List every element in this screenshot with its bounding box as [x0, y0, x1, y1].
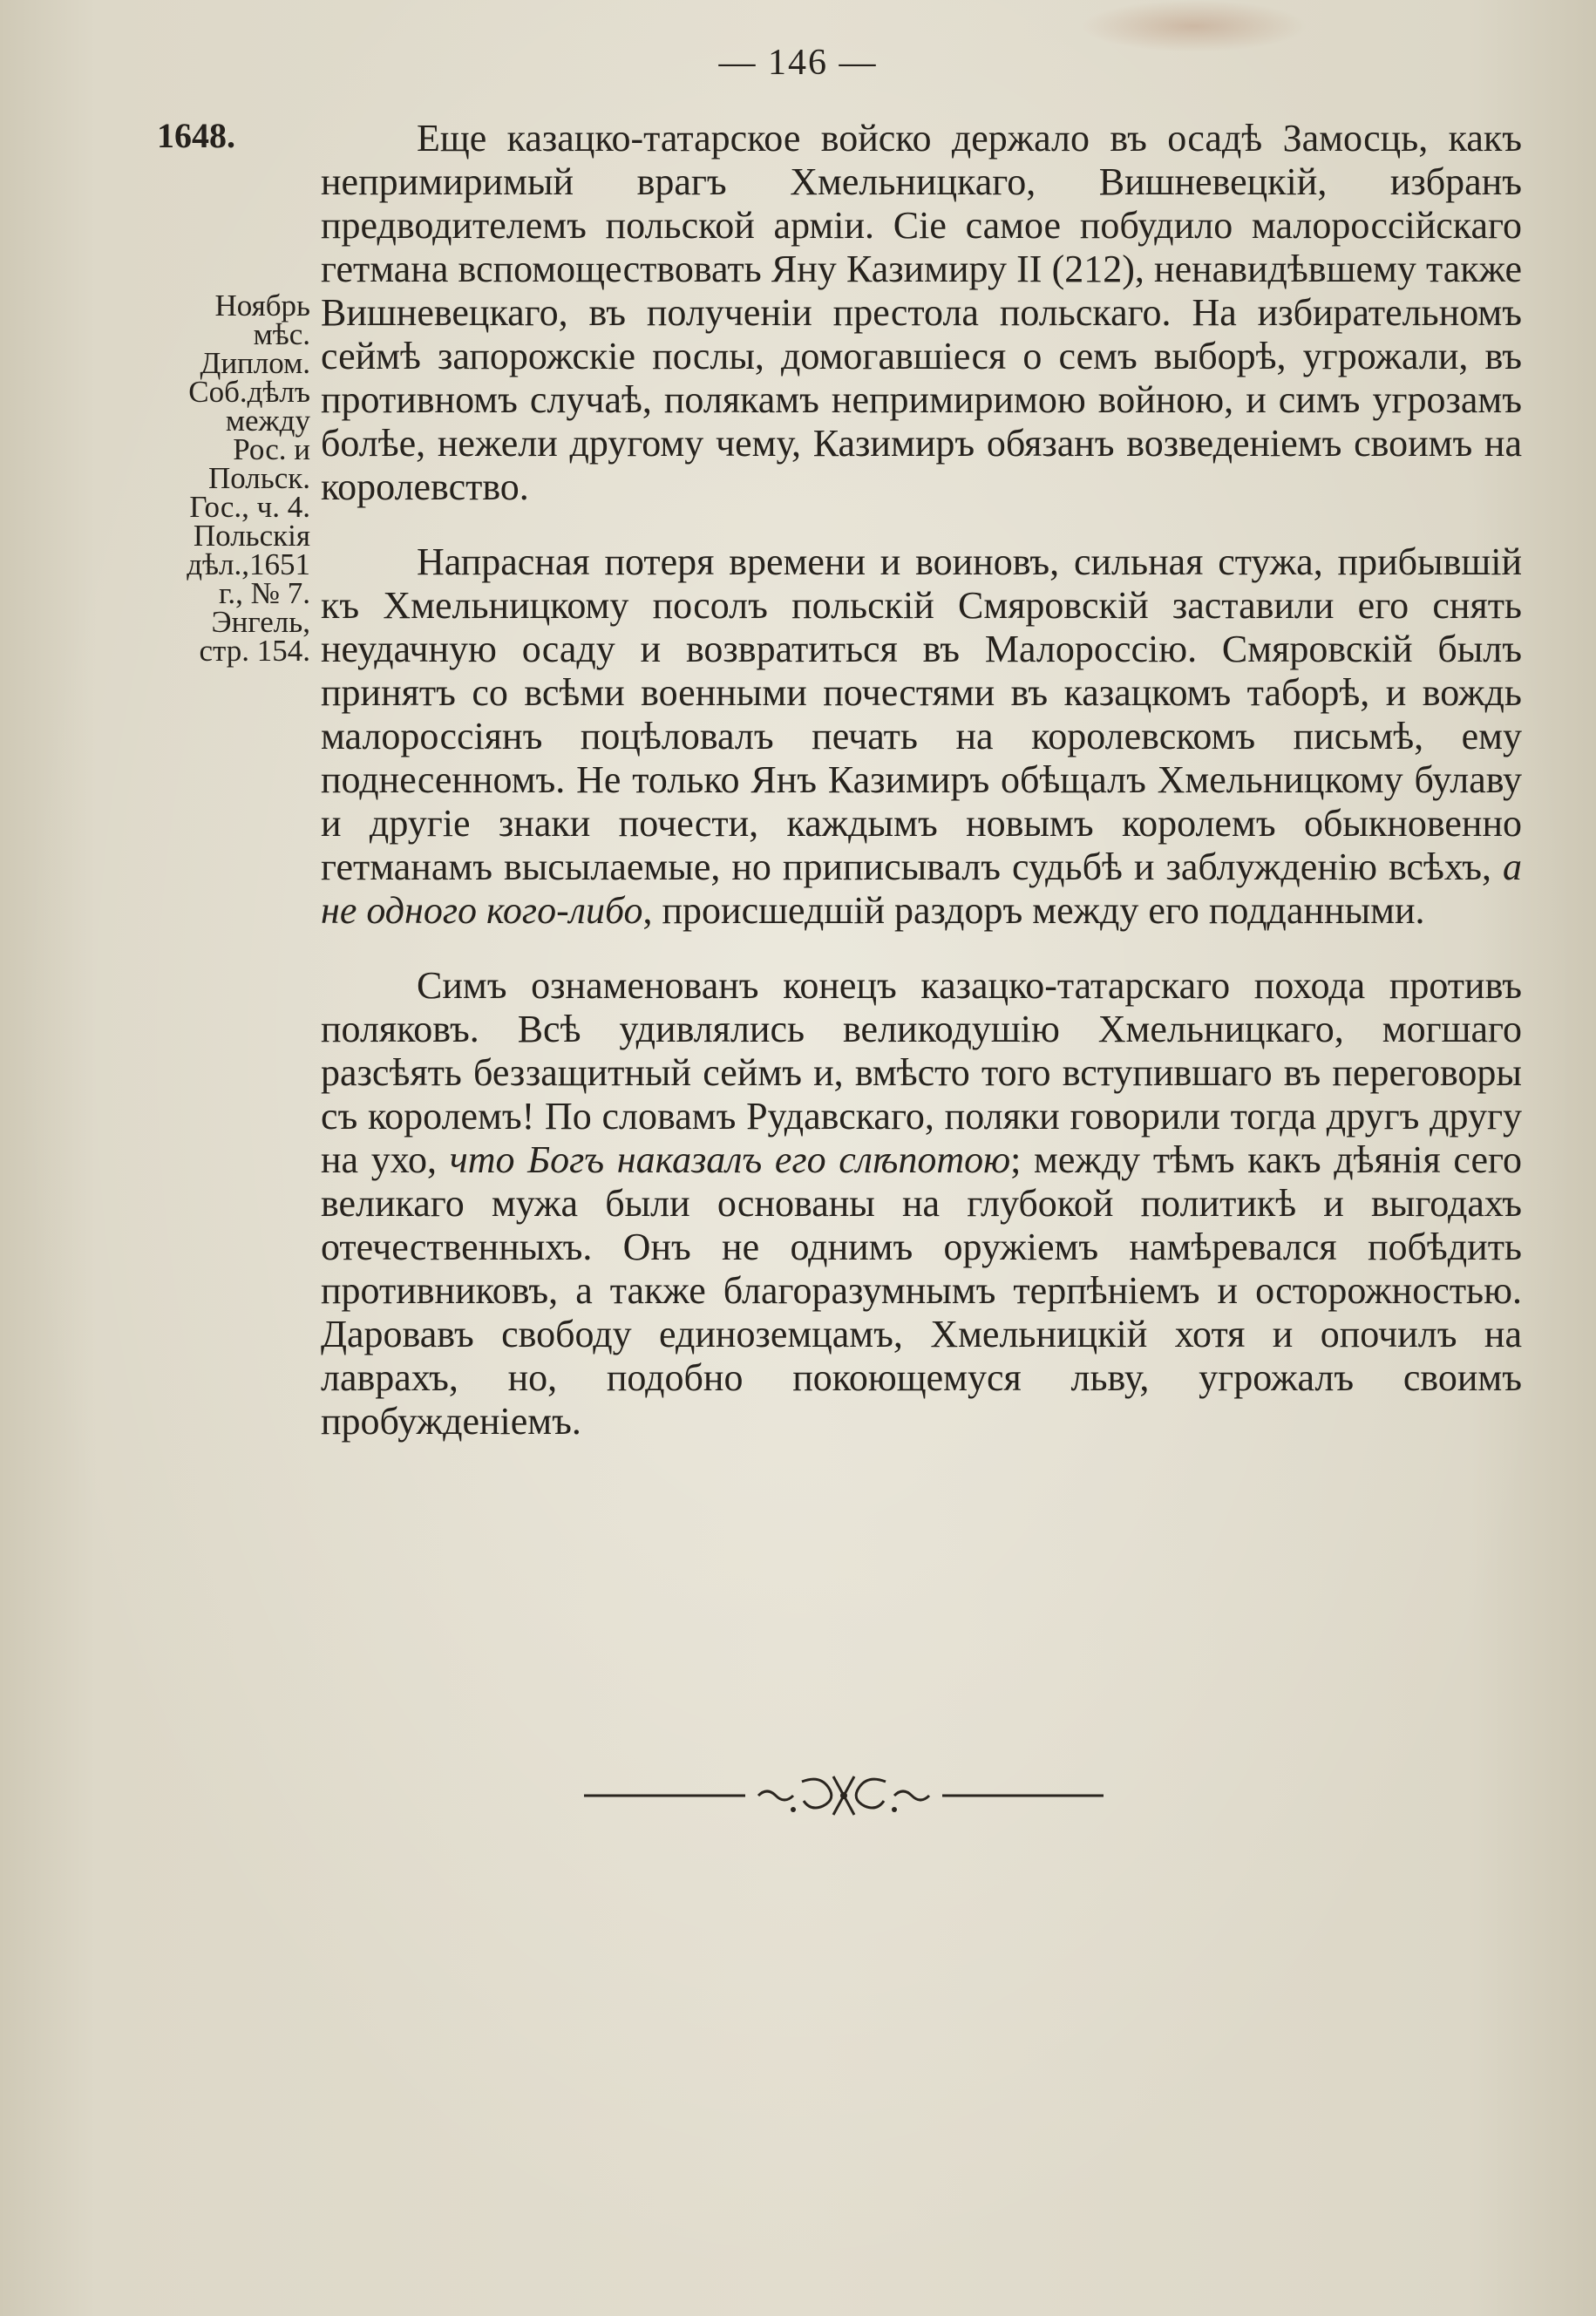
margin-note-line: Энгель, — [211, 605, 310, 639]
margin-notes — [155, 289, 310, 668]
margin-year: 1648. — [157, 116, 235, 155]
italic-phrase: а не одного кого-либо — [321, 846, 1522, 932]
paragraph-text: , происшедшій раздоръ между его подданными. — [642, 889, 1425, 932]
margin-note-line: стр. 154. — [199, 634, 310, 668]
paragraph — [321, 964, 1522, 1443]
tailpiece-ornament-icon — [584, 1769, 1104, 1822]
paragraph — [321, 117, 1522, 509]
paragraph-text: Еще казацко-татарское войско держало въ осадѣ Замосць, какъ непримиримый врагъ Хмельницкаго, Вишневецкій, избранъ предводителемъ польской арміи. Сіе самое побудило малороссійскаго гетмана вспомоществовать Яну Казимиру II (212), ненавидѣвшему также Вишневецкаго, въ полученіи престола польскаго. На избирательномъ сеймѣ запорожскіе послы, домогавшіеся о семъ выборѣ, угрожали, въ противномъ случаѣ, полякамъ непримиримою войною, и симъ угрозамъ болѣе, нежели другому чему, Казимиръ обязанъ возведеніемъ своимъ на королевство. — [321, 117, 1522, 508]
italic-phrase: что Богъ наказалъ его слѣпотою — [449, 1138, 1011, 1181]
paragraph-text: ; между тѣмъ какъ дѣянія сего великаго мужа были основаны на глубокой политикѣ и выгодахъ отечественныхъ. Онъ не однимъ оружіемъ намѣревался побѣдить противниковъ, а также благоразумнымъ терпѣніемъ и осторожностью. Даровавъ свободу единоземцамъ, Хмельницкій хотя и опочилъ на лаврахъ, но, подобно покоющемуся льву, угрожалъ своимъ пробужденіемъ. — [321, 1138, 1522, 1443]
margin-note-line: г., № 7. — [218, 576, 310, 610]
margin-note-line: Польскія — [193, 519, 310, 553]
page-number: — 146 — — [718, 43, 878, 83]
paragraph-text: Напрасная потеря времени и воиновъ, сильная стужа, прибывшій къ Хмельницкому посолъ польскій Смяровскій заставили его снять неудачную осаду и возвратиться въ Малороссію. Смяровскій былъ принятъ со всѣми военными почестями въ казацкомъ таборѣ, и вождь малороссіянъ поцѣловалъ печать на королевскомъ письмѣ, ему поднесенномъ. Не только Янъ Казимиръ обѣщалъ Хмельницкому булаву и другіе знаки почести, каждымъ новымъ королемъ обыкновенно гетманамъ высылаемые, но приписывалъ судьбѣ и заблужденію всѣхъ, — [321, 540, 1522, 888]
margin-note-line: между — [225, 404, 310, 438]
paragraph — [321, 540, 1522, 933]
margin-note-line: Польск. — [207, 461, 310, 495]
margin-note-line: Гос., ч. 4. — [189, 490, 310, 524]
margin-note-line: Ноябрь — [214, 289, 310, 323]
main-text — [321, 117, 1522, 1475]
margin-note-line: Диплом. — [200, 346, 310, 380]
paragraph-text: Симъ ознаменованъ конецъ казацко-татарскаго похода противъ поляковъ. Всѣ удивлялись великодушію Хмельницкаго, могшаго разсѣять беззащитный сеймъ и, вмѣсто того вступившаго въ переговоры съ королемъ! По словамъ Рудавскаго, поляки говорили тогда другъ другу на ухо, — [321, 964, 1522, 1181]
margin-note-line: мѣс. — [253, 317, 310, 351]
margin-note-line: дѣл.,1651 — [187, 547, 310, 581]
margin-note-line: Соб.дѣлъ — [188, 375, 310, 409]
margin-note-line: Рос. и — [233, 432, 310, 466]
